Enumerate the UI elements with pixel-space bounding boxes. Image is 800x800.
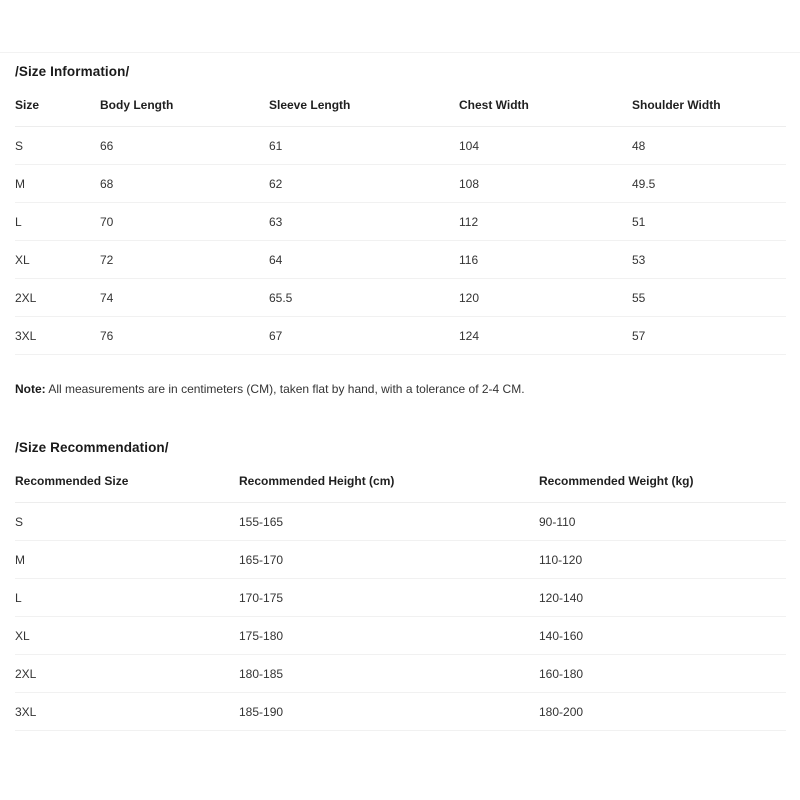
cell-size: L [15, 203, 100, 241]
cell-recommended-height: 180-185 [239, 655, 539, 693]
cell-recommended-size: L [15, 579, 239, 617]
cell-recommended-size: 2XL [15, 655, 239, 693]
column-header-shoulder-width: Shoulder Width [632, 90, 786, 127]
cell-size: S [15, 127, 100, 165]
column-header-recommended-weight: Recommended Weight (kg) [539, 466, 786, 503]
size-guide-content [0, 53, 800, 731]
table-row [15, 127, 786, 165]
cell-size: XL [15, 241, 100, 279]
table-row [15, 165, 786, 203]
cell-body-length: 74 [100, 279, 269, 317]
cell-recommended-size: 3XL [15, 693, 239, 731]
table-header-row [15, 90, 786, 127]
cell-chest-width: 112 [459, 203, 632, 241]
cell-sleeve-length: 62 [269, 165, 459, 203]
cell-recommended-weight: 160-180 [539, 655, 786, 693]
cell-chest-width: 108 [459, 165, 632, 203]
cell-shoulder-width: 49.5 [632, 165, 786, 203]
size-information-table [15, 90, 786, 355]
cell-chest-width: 120 [459, 279, 632, 317]
note-label: Note: [15, 382, 46, 396]
column-header-recommended-height: Recommended Height (cm) [239, 466, 539, 503]
cell-recommended-size: XL [15, 617, 239, 655]
cell-recommended-weight: 110-120 [539, 541, 786, 579]
table-row [15, 693, 786, 731]
table-row [15, 541, 786, 579]
cell-recommended-weight: 90-110 [539, 503, 786, 541]
table-row [15, 579, 786, 617]
cell-recommended-height: 185-190 [239, 693, 539, 731]
cell-shoulder-width: 53 [632, 241, 786, 279]
cell-recommended-weight: 140-160 [539, 617, 786, 655]
table-row [15, 617, 786, 655]
cell-shoulder-width: 57 [632, 317, 786, 355]
table-row [15, 241, 786, 279]
table-row [15, 203, 786, 241]
table-row [15, 655, 786, 693]
cell-recommended-height: 155-165 [239, 503, 539, 541]
cell-body-length: 76 [100, 317, 269, 355]
table-row [15, 503, 786, 541]
size-recommendation-title: /Size Recommendation/ [15, 440, 169, 455]
cell-recommended-size: S [15, 503, 239, 541]
cell-recommended-size: M [15, 541, 239, 579]
section-spacer [15, 397, 785, 429]
cell-body-length: 70 [100, 203, 269, 241]
cell-sleeve-length: 67 [269, 317, 459, 355]
cell-recommended-height: 175-180 [239, 617, 539, 655]
column-header-chest-width: Chest Width [459, 90, 632, 127]
column-header-size: Size [15, 90, 100, 127]
table-row [15, 317, 786, 355]
note-text: All measurements are in centimeters (CM), taken flat by hand, with a tolerance of 2-4 CM. [45, 382, 525, 396]
cell-size: 3XL [15, 317, 100, 355]
column-header-sleeve-length: Sleeve Length [269, 90, 459, 127]
size-recommendation-table [15, 466, 786, 731]
table-header-row [15, 466, 786, 503]
cell-sleeve-length: 61 [269, 127, 459, 165]
cell-chest-width: 116 [459, 241, 632, 279]
cell-body-length: 72 [100, 241, 269, 279]
cell-recommended-weight: 120-140 [539, 579, 786, 617]
cell-size: 2XL [15, 279, 100, 317]
cell-sleeve-length: 64 [269, 241, 459, 279]
table-row [15, 279, 786, 317]
column-header-recommended-size: Recommended Size [15, 466, 239, 503]
cell-shoulder-width: 48 [632, 127, 786, 165]
cell-chest-width: 124 [459, 317, 632, 355]
cell-shoulder-width: 55 [632, 279, 786, 317]
cell-body-length: 66 [100, 127, 269, 165]
cell-shoulder-width: 51 [632, 203, 786, 241]
column-header-body-length: Body Length [100, 90, 269, 127]
cell-sleeve-length: 65.5 [269, 279, 459, 317]
cell-sleeve-length: 63 [269, 203, 459, 241]
cell-body-length: 68 [100, 165, 269, 203]
cell-size: M [15, 165, 100, 203]
cell-recommended-height: 165-170 [239, 541, 539, 579]
cell-recommended-weight: 180-200 [539, 693, 786, 731]
cell-recommended-height: 170-175 [239, 579, 539, 617]
measurement-note [15, 355, 785, 397]
cell-chest-width: 104 [459, 127, 632, 165]
size-information-title: /Size Information/ [15, 64, 130, 79]
